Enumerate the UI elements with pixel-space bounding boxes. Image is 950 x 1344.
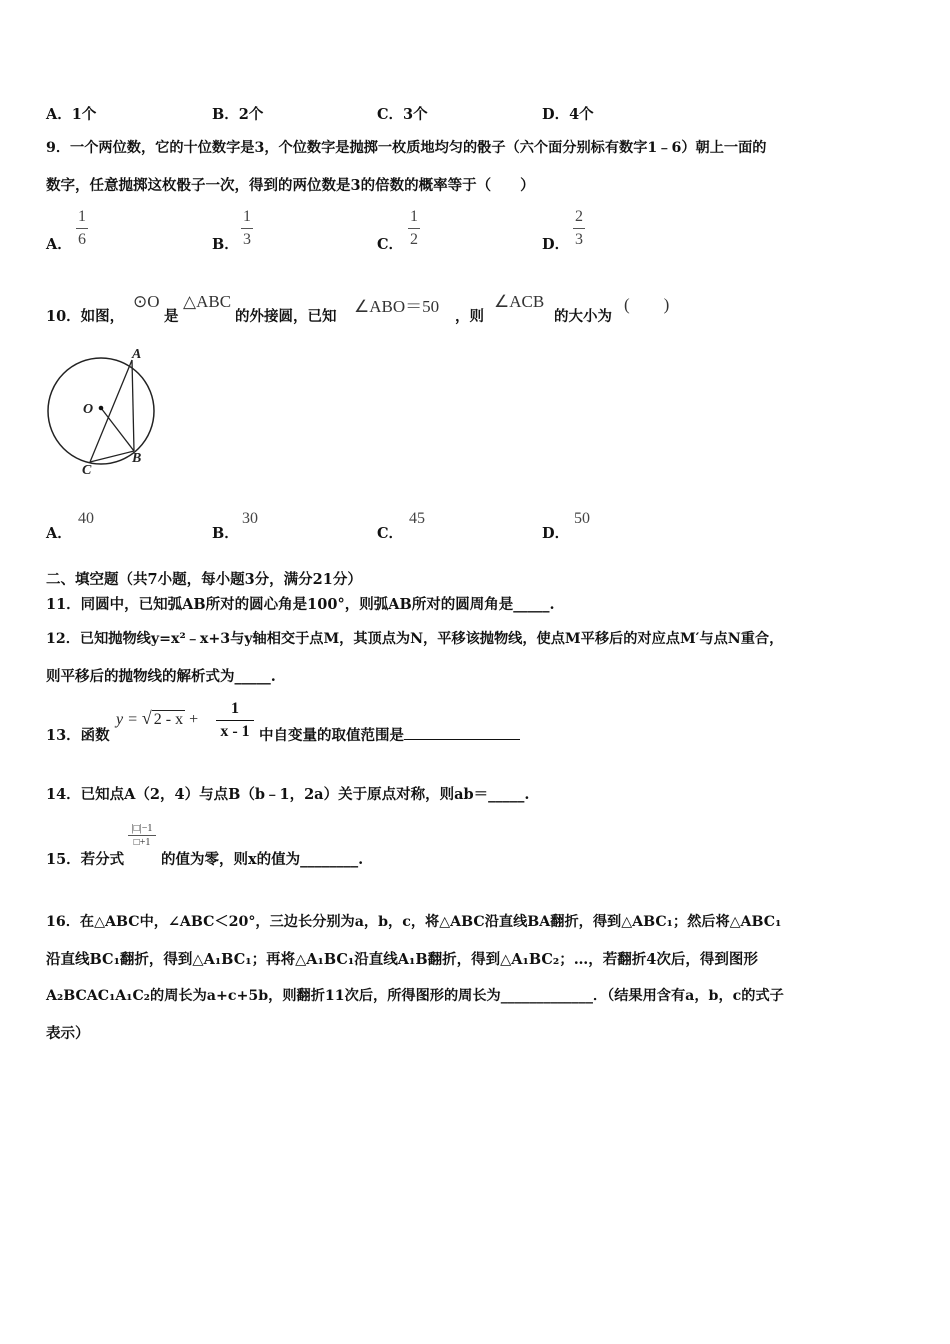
q10-prefix: 10．如图， bbox=[46, 308, 125, 325]
q16-line1: 16．在△ABC中，∠ABC＜20°，三边长分别为a，b，c，将△ABC沿直线BA翻折，得到△ABC₁；然后将△ABC₁ bbox=[46, 914, 782, 930]
q9-option-a-label: A． bbox=[46, 236, 72, 253]
q15-fraction bbox=[128, 823, 156, 848]
q14: 14．已知点A（2，4）与点B（b﹣1，2a）关于原点对称，则ab＝_____. bbox=[46, 786, 530, 803]
q13-sqrt-inner: 2 - x bbox=[153, 711, 184, 728]
q9-option-a-fraction: 1 6 bbox=[78, 208, 86, 248]
q13-prefix: 13．函数 bbox=[46, 727, 110, 744]
label-a: A bbox=[132, 347, 142, 362]
q8-option-a: A．1个 bbox=[46, 106, 97, 123]
q10-triangle: △ABC bbox=[183, 292, 232, 311]
q10-option-a-value: 40 bbox=[78, 510, 94, 527]
q8-option-c: C．3个 bbox=[377, 106, 428, 123]
segment-ac bbox=[90, 360, 132, 462]
q9-option-d-fraction: 2 3 bbox=[575, 208, 583, 248]
q11: 11．同圆中，已知弧AB所对的圆心角是100°，则弧AB所对的圆周角是_____. bbox=[46, 596, 555, 613]
q16-line4: 表示） bbox=[46, 1025, 90, 1042]
q13-blank bbox=[404, 727, 520, 740]
q10-circle-figure bbox=[40, 340, 170, 480]
q10-mid: 的外接圆，已知 bbox=[235, 308, 337, 325]
q9-option-d-label: D． bbox=[542, 236, 570, 253]
q15-frac-num: |□|−1 bbox=[131, 823, 153, 834]
segment-ob bbox=[101, 408, 134, 451]
q10-paren: ( ) bbox=[624, 295, 670, 314]
q10-angle-ask: ∠ACB bbox=[494, 292, 545, 311]
q15-frac-den: □+1 bbox=[133, 837, 151, 848]
q9-option-b-fraction: 1 3 bbox=[243, 208, 251, 248]
circumcircle bbox=[48, 358, 154, 464]
q9-option-c-label: C． bbox=[377, 236, 404, 253]
q9-line1: 9．一个两位数，它的十位数字是3，个位数字是抛掷一枚质地均匀的骰子（六个面分别标有数字1﹣6）朝上一面的 bbox=[46, 140, 767, 156]
q12-line2: 则平移后的抛物线的解析式为_____. bbox=[46, 668, 276, 685]
q13-frac-den: x - 1 bbox=[220, 723, 250, 740]
section-2-heading: 二、填空题（共7小题，每小题3分，满分21分） bbox=[46, 571, 362, 588]
q12-line1: 12．已知抛物线y=x²﹣x+3与y轴相交于点M，其顶点为N，平移该抛物线，使点M平移后的对应点M′与点N重合， bbox=[46, 631, 784, 647]
q9-option-b-label: B． bbox=[212, 236, 239, 253]
q10-shi: 是 bbox=[164, 308, 179, 325]
q13-plus: + bbox=[189, 711, 199, 728]
q10-option-d-label: D． bbox=[542, 525, 570, 542]
q10-suffix: 的大小为 bbox=[554, 308, 612, 325]
q16-line2: 沿直线BC₁翻折，得到△A₁BC₁；再将△A₁BC₁沿直线A₁B翻折，得到△A₁BC₂；…，若翻折4次后，得到图形 bbox=[46, 951, 758, 968]
q8-option-b: B．2个 bbox=[212, 106, 264, 123]
q13-y-eq: y = bbox=[116, 711, 138, 728]
q10-option-b-label: B． bbox=[212, 525, 239, 542]
q10-option-c-value: 45 bbox=[409, 510, 425, 527]
label-b: B bbox=[132, 451, 142, 466]
sqrt-icon: √ bbox=[141, 708, 152, 728]
q9-line2: 数字，任意抛掷这枚骰子一次，得到的两位数是3的倍数的概率等于（ ） bbox=[46, 177, 535, 194]
segment-ab bbox=[132, 360, 134, 451]
q10-option-c-label: C． bbox=[377, 525, 404, 542]
q10-ze: ，则 bbox=[455, 308, 484, 325]
q13-formula bbox=[116, 708, 198, 729]
q13-fraction bbox=[216, 700, 254, 741]
q8-option-d: D．4个 bbox=[542, 106, 594, 123]
q15-prefix: 15．若分式 bbox=[46, 851, 125, 868]
q10-option-a-label: A． bbox=[46, 525, 72, 542]
q10-option-d-value: 50 bbox=[574, 510, 590, 527]
q10-angle-given: ∠ABO＝50 bbox=[354, 297, 440, 316]
center-point bbox=[99, 406, 104, 411]
q9-option-c-fraction: 1 2 bbox=[410, 208, 418, 248]
q16-line3: A₂BCAC₁A₁C₂的周长为a+c+5b，则翻折11次后，所得图形的周长为_____________．（结果用含有a，b，c的式子 bbox=[46, 988, 784, 1004]
label-c: C bbox=[82, 463, 92, 478]
label-o: O bbox=[83, 402, 94, 417]
q13-suffix: 中自变量的取值范围是 bbox=[259, 724, 520, 745]
q10-option-b-value: 30 bbox=[242, 510, 258, 527]
q10-circle-o: ⊙O bbox=[133, 292, 160, 311]
q15-suffix: 的值为零，则x的值为________. bbox=[161, 851, 364, 868]
q13-frac-num: 1 bbox=[231, 700, 239, 717]
